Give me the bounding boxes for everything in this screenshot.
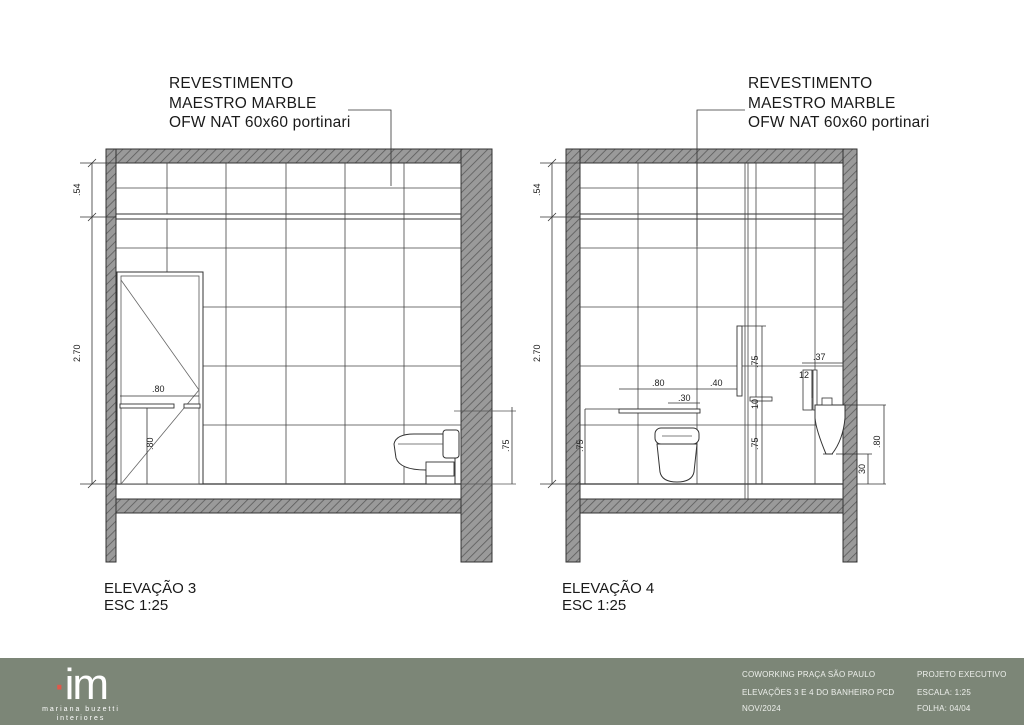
sheet-number: FOLHA: 04/04 (917, 704, 971, 713)
left-wall (106, 149, 116, 562)
logo-name: mariana buzetti (42, 706, 120, 713)
dim-bar-offset: .30 (678, 393, 691, 403)
dim-height: 2.70 (72, 344, 82, 362)
elevation-3-title (104, 580, 196, 614)
dim-sink-clearance: 30 (857, 463, 867, 474)
note-line: REVESTIMENTO (169, 75, 294, 92)
elevation-title: ELEVAÇÃO 4 (562, 580, 655, 597)
sink-icon (815, 398, 845, 454)
floor-slab (580, 499, 843, 513)
brand-logo (36, 662, 126, 724)
elevation-scale: ESC 1:25 (104, 597, 169, 614)
elevation-3 (72, 110, 516, 562)
floor-slab (116, 499, 461, 513)
project-phase: PROJETO EXECUTIVO (917, 670, 1007, 679)
ceiling-slab (106, 149, 492, 163)
door (117, 272, 203, 484)
elevation-4 (532, 110, 886, 562)
dim-sink-offset: 12 (799, 370, 810, 380)
toilet-icon (655, 428, 699, 482)
project-name: COWORKING PRAÇA SÃO PAULO (742, 670, 876, 679)
dim-bar-spacing: 10 (750, 398, 760, 409)
elevation-title: ELEVAÇÃO 3 (104, 580, 197, 597)
sheet-scale: ESCALA: 1:25 (917, 688, 971, 697)
logo-dot: · (52, 660, 65, 709)
dim-bar-height-left: .75 (575, 439, 585, 452)
note-line: OFW NAT 60x60 portinari (169, 114, 351, 131)
logo-tagline: interiores (56, 715, 106, 722)
note-line: MAESTRO MARBLE (169, 94, 317, 112)
dim-sink-width: .37 (813, 352, 826, 362)
elevation-4-title (562, 580, 654, 614)
grab-bars (619, 326, 817, 413)
dim-vertical-bar: .75 (750, 355, 760, 368)
dim-bar-height-mid: .75 (750, 437, 760, 450)
logo-letters: im (64, 660, 108, 709)
dim-toilet-height: .75 (501, 439, 511, 452)
dim-bar-length: .80 (652, 378, 665, 388)
sheet-title: ELEVAÇÕES 3 E 4 DO BANHEIRO PCD (742, 688, 895, 697)
dim-door-width: .80 (152, 384, 165, 394)
logo-mark (52, 662, 107, 708)
right-wall (461, 149, 492, 562)
dim-height: 2.70 (532, 344, 542, 362)
title-block (0, 658, 1024, 725)
ceiling-slab (566, 149, 857, 163)
dim-door-bar-height: .80 (145, 437, 155, 450)
note-line: REVESTIMENTO (748, 75, 873, 92)
note-line: MAESTRO MARBLE (748, 94, 896, 112)
sheet-date: NOV/2024 (742, 704, 781, 713)
right-wall (843, 149, 857, 562)
tile-grid (580, 163, 843, 499)
dim-top-band: .54 (72, 183, 82, 196)
left-wall (566, 149, 580, 562)
elevation-scale: ESC 1:25 (562, 597, 627, 614)
note-line: OFW NAT 60x60 portinari (748, 114, 930, 131)
dim-bar-gap: .40 (710, 378, 723, 388)
dim-sink-height: .80 (872, 435, 882, 448)
dim-top-band: .54 (532, 183, 542, 196)
